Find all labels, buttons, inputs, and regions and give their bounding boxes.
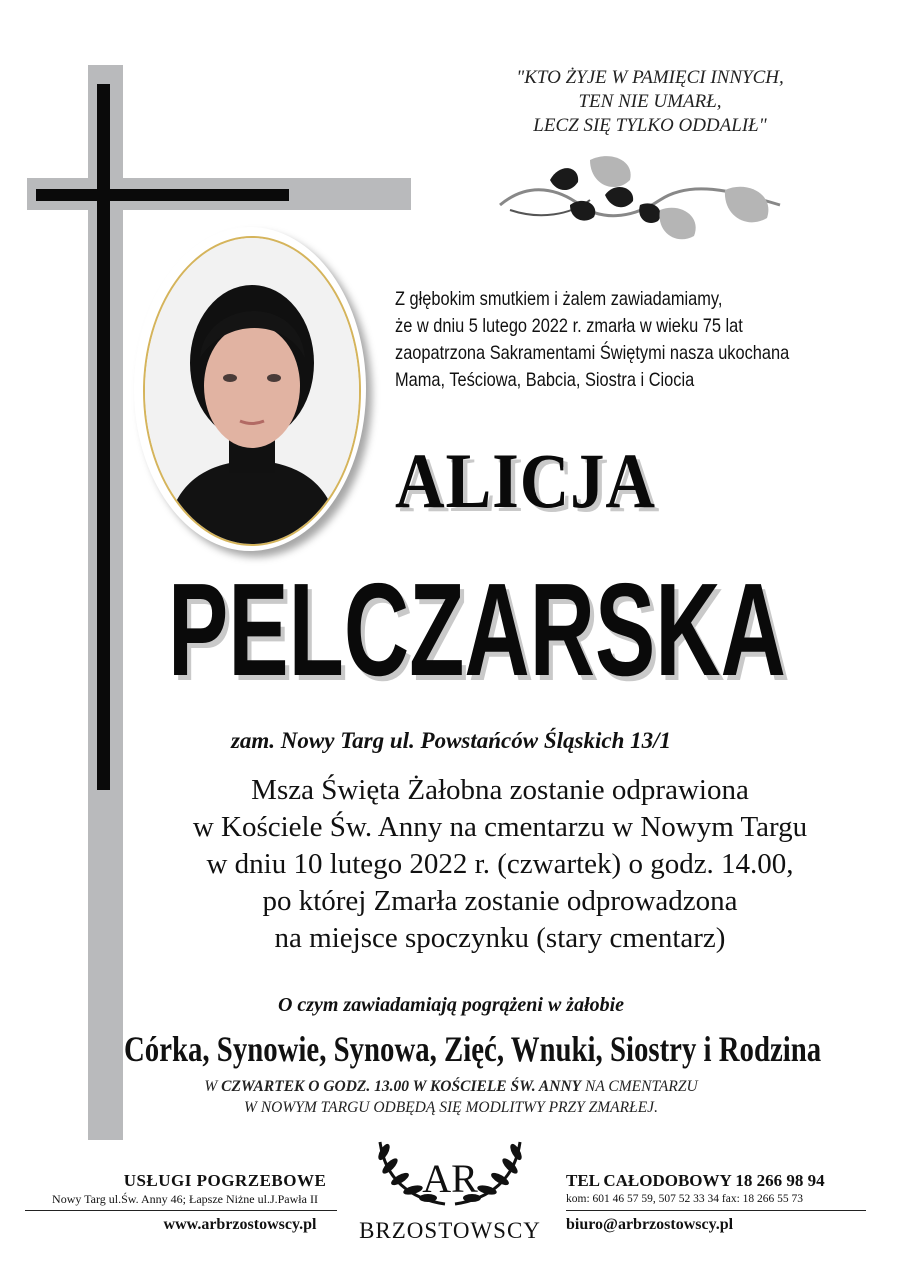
cross-horizontal [36, 189, 289, 201]
mass-line: w dniu 10 lutego 2022 r. (czwartek) o godz. 14.00, [206, 848, 794, 880]
prayer-line-1: W CZWARTEK O GODZ. 13.00 W KOŚCIELE ŚW. ANNY NA CMENTARZU [204, 1078, 698, 1095]
website-link[interactable]: www.arbrzostowscy.pl [163, 1216, 317, 1233]
email-link[interactable]: biuro@arbrzostowscy.pl [566, 1216, 734, 1233]
deceased-address: zam. Nowy Targ ul. Powstańców Śląskich 13/1 [230, 728, 672, 753]
mass-line: Msza Święta Żałobna zostanie odprawiona [251, 774, 749, 806]
portrait-icon [145, 238, 359, 544]
deceased-first-name: ALICJA [395, 437, 656, 524]
mass-line: po której Zmarła zostanie odprowadzona [262, 885, 738, 917]
intro-line: Z głębokim smutkiem i żalem zawiadamiamy, [395, 288, 723, 310]
logo-monogram: AR [422, 1156, 478, 1201]
prayer-notice [0, 1076, 902, 1118]
quote-line: LECZ SIĘ TYLKO ODDALIŁ" [533, 115, 767, 136]
mass-line: w Kościele Św. Anny na cmentarzu w Nowym Targu [192, 811, 808, 843]
intro-line: że w dniu 5 lutego 2022 r. zmarła w wieku 75 lat [395, 315, 743, 337]
funeral-mass-info [100, 772, 900, 957]
funeral-services-title: USŁUGI POGRZEBOWE [123, 1171, 327, 1190]
quote-line: "KTO ŻYJE W PAMIĘCI INNYCH, [516, 67, 784, 88]
mass-line: na miejsce spoczynku (stary cmentarz) [274, 922, 726, 954]
logo-name: BRZOSTOWSCY [359, 1218, 541, 1243]
quote-line: TEN NIE UMARŁ, [578, 91, 722, 112]
announcement-intro [395, 286, 875, 394]
memorial-quote [440, 66, 860, 138]
deceased-last-name: PELCZARSKA [168, 556, 786, 703]
divider [566, 1210, 866, 1211]
divider [25, 1210, 337, 1211]
company-logo [350, 1134, 550, 1214]
vine-ornament-icon [490, 150, 790, 250]
prayer-line-2: W NOWYM TARGU ODBĘDĄ SIĘ MODLITWY PRZY ZMARŁEJ. [244, 1099, 658, 1116]
portrait-photo [143, 236, 361, 546]
intro-line: zaopatrzona Sakramentami Świętymi nasza ukochana [395, 342, 790, 364]
mourners-family: Córka, Synowie, Synowa, Zięć, Wnuki, Siostry i Rodzina [124, 1029, 822, 1069]
funeral-services-address: Nowy Targ ul.Św. Anny 46; Łapsze Niżne ul.J.Pawła II [52, 1192, 318, 1206]
phone-24h: TEL CAŁODOBOWY 18 266 98 94 [566, 1171, 825, 1190]
phone-extra: kom: 601 46 57 59, 507 52 33 34 fax: 18 266 55 73 [566, 1193, 804, 1205]
intro-line: Mama, Teściowa, Babcia, Siostra i Ciocia [395, 369, 695, 391]
mourners-intro: O czym zawiadamiają pogrążeni w żałobie [277, 994, 625, 1016]
